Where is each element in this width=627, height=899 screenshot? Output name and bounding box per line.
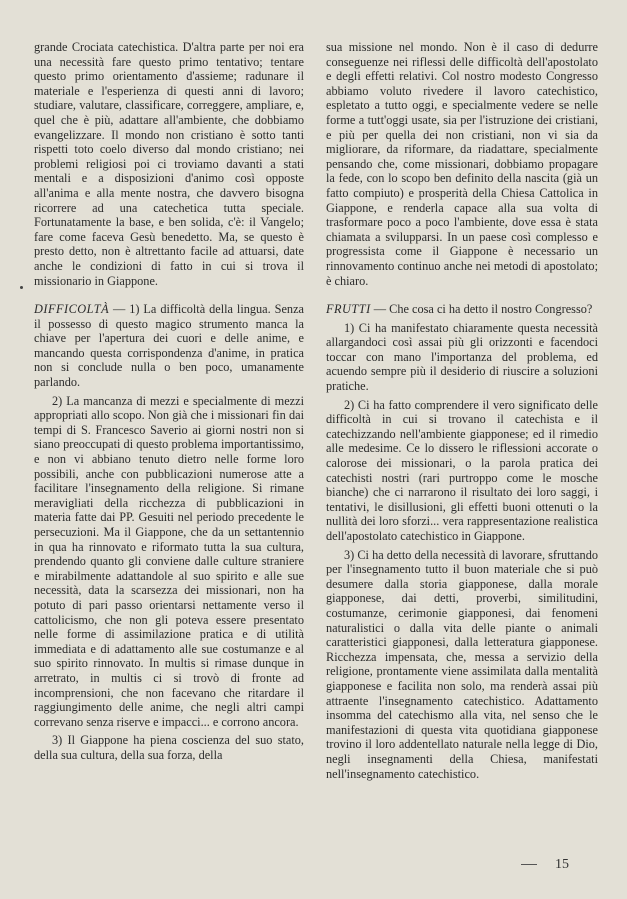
left-column bbox=[34, 40, 304, 763]
frutti-point-3: 3) Ci ha detto della necessità di lavorare, sfruttando per l'insegnamento tutto il buon materiale che si può desumere dalla storia giapponese, dalla morale giapponese, dai detti, proverbi, similitudini, costumanze, cerimonie giapponesi, dai fenomeni naturalistici o dalla vita delle piante o animali caratteristici giapponesi, dalla letteratura giapponese. Ricchezza impensata, che, messa a servizio della religione, prontamente viene assimilata dalla mentalità giapponese e facilita non solo, ma renderà assai più attraente l'insegnamento catechistico. Adattamento insomma del catechismo alla vita, nel senso che le manifestazioni di questa vita quotidiana giapponese trovino il loro addentellato naturale nella legge di Dio, negli insegnamenti della Chiesa, manifestati nell'insegnamento catechistico. bbox=[326, 547, 598, 781]
section-title-difficolta: DIFFICOLTÀ bbox=[34, 302, 110, 317]
difficolta-point-1: — 1) La difficoltà della lingua. Senza il possesso di questo magico strumento manca la chiave per l'apertura dei cuori e delle anime, e mancando questa corrispondenza d'anime, in pratica non si conclude nulla o ben poco, umanamente parlando. bbox=[34, 302, 304, 390]
section-frutti bbox=[326, 302, 598, 317]
frutti-point-1: 1) Ci ha manifestato chiaramente questa necessità allargandoci così assai più gli orizzonti e facendoci toccar con mano l'importanza del problema, ed acuendo sempre più il desiderio di riuscire a soluzioni pratiche. bbox=[326, 320, 598, 394]
paragraph-intro-continued: grande Crociata catechistica. D'altra parte per noi era una necessità fare questo primo tentativo; tentare questo primo orientamento d'assieme; radunare il materiale e l'esperienza di questi anni di lavoro; studiare, valutare, classificare, correggere, ampliare, e, quel che è più, adattare all'ambiente, che dobbiamo evangelizzare. Il mondo non cristiano è sotto tanti rispetti toto coelo diverso dal mondo cristiano; nei problemi religiosi poi ci troviamo davanti a stati mentali e a disposizioni d'animo così opposte all'anima e alla mente nostra, che davvero bisogna ricorrere ad una catechetica tutta speciale. Fortunatamente la base, e ben solida, c'è: il Vangelo; fare come faceva Gesù benedetto. Ma, se questo è presto detto, non è altrettanto facile ad attuarsi, date anche le condizioni di fatto in cui si trova il missionario in Giappone. bbox=[34, 40, 304, 288]
difficolta-point-3: 3) Il Giappone ha piena coscienza del suo stato, della sua cultura, della sua forza, della bbox=[34, 733, 304, 762]
page-number: 15 bbox=[555, 857, 569, 872]
right-column bbox=[326, 40, 598, 781]
scan-mark bbox=[20, 286, 23, 289]
section-title-frutti: FRUTTI bbox=[326, 302, 371, 317]
frutti-intro: — Che cosa ci ha detto il nostro Congresso? bbox=[370, 302, 593, 317]
section-difficolta bbox=[34, 302, 304, 390]
paragraph-mission-continued: sua missione nel mondo. Non è il caso di dedurre conseguenze nei riflessi delle difficoltà dell'apostolato e degli effetti relativi. Col nostro modesto Congresso abbiamo voluto rivedere il lavoro catechistico, espletato a tutto oggi, e specialmente vedere se nelle forme a tutt'oggi usate, sia per l'istruzione dei cristiani, e più per quella dei non cristiani, non vi sia da migliorare, da riformare, da riadattare, specialmente pensando che, come missionari, dobbiamo propagare la fede, con lo scopo ben definito della nascita (già un fatto compiuto) e prosperità della Chiesa Cattolica in Giappone, e renderla capace alla sua volta di trasformare poco a poco l'ambiente, dove essa è stata chiamata a svilupparsi. In un paese così complesso e progressista come il Giappone è necessario un rinnovamento continuo anche nei metodi di apostolato; è chiaro. bbox=[326, 40, 598, 288]
frutti-point-2: 2) Ci ha fatto comprendere il vero significato delle difficoltà in cui si trovano il catechista e il catechizzando nell'ambiente giapponese; ed il rimedio alle medesime. Ce lo dissero le riflessioni accorate o calorose dei missionari, o la parola pratica dei catechisti nostri (rari purtroppo come le mosche bianche) che ci narrarono il risultato dei loro saggi, i tentativi, le disillusioni, gli effetti buoni ottenuti o la nullità dei loro sforzi... vera rappresentazione realistica dell'apostolato catechistico in Giappone. bbox=[326, 397, 598, 543]
difficolta-point-2: 2) La mancanza di mezzi e specialmente di mezzi appropriati allo scopo. Non già che i missionari fin dai tempi di S. Francesco Saverio ai giorni nostri non si siano preoccupati di questo problema importantissimo, e non vi abbiano tenuto dietro nelle forme loro possibili, anche con pubblicazioni numerose atte a facilitare l'insegnamento della religione. Si rimane meravigliati della ricchezza di pubblicazioni in materia fatte dai PP. Gesuiti nel periodo precedente le persecuzioni. Ma il Giappone, che da un settantennio in qua ha rinnovato e riformato tutta la sua cultura, prendendo quanto gli conviene dalle culture straniere e mirabilmente adattandole al suo spirito e alle sue necessità, data la scarsezza dei missionari, non ha potuto di pari passo orientarsi nettamente verso il cattolicismo, che non gli poteva essere presentato nelle forme di assimilazione pratica e di utilità immediata e di adattamento alle sue costumanze e al suo spirito rinnovato. In multis si rimase dunque in arretrato, in multis ci si trovò di fronte ad incomprensioni, che non facevano che ritardare il raggiungimento delle anime, che negli altri campi correvano senza riserve e impacci... e corrono ancora. bbox=[34, 393, 304, 729]
footer-dash bbox=[521, 864, 537, 865]
